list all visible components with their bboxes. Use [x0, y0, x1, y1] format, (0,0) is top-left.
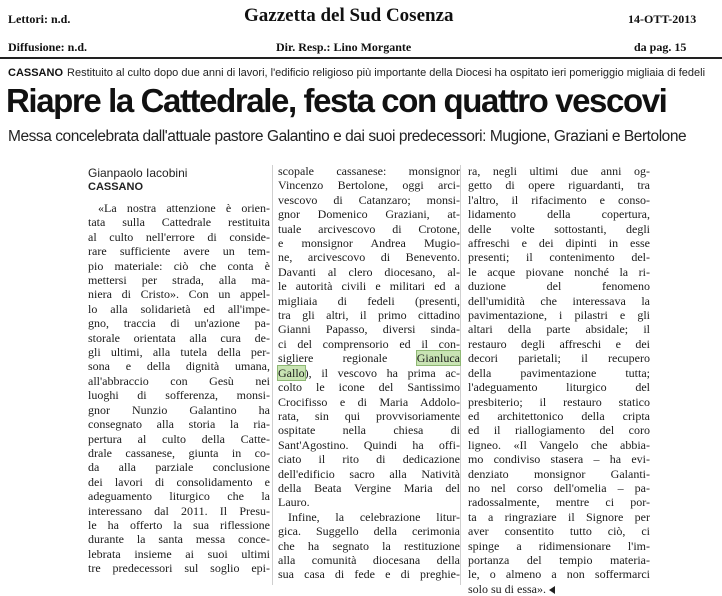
article-line: dei lavori di consolidamento e — [88, 474, 270, 489]
article-line: duzione del fenomeno — [468, 279, 650, 294]
article-line: pavimentazione, i pilastri e gli — [468, 308, 650, 323]
article-line: pertura al culto della Catte- — [88, 431, 270, 446]
article-line: l'adeguamento liturgico del — [468, 380, 650, 395]
article-line: ligneo. «Il Vangelo che abbia- — [468, 437, 650, 452]
article-line: getto di opere riguardanti, tra — [468, 178, 650, 193]
article-column-1 — [88, 201, 270, 576]
article-line: migliaia di fedeli (presenti, — [278, 293, 460, 308]
article-line: dell'umidità che interessava la — [468, 293, 650, 308]
article-line: presenti; il contenimento del- — [468, 250, 650, 265]
author-name: Gianpaolo Iacobini — [88, 166, 188, 180]
headline: Riapre la Cattedrale, festa con quattro vescovi — [6, 82, 667, 119]
article-line: rare sufficiente avere un tem- — [88, 244, 270, 259]
article-line: da alla parziale conclusione — [88, 460, 270, 475]
article-line: dell'edificio sacro alla Natività — [278, 466, 460, 481]
article-line: le ha offerto la sua riflessione — [88, 517, 270, 532]
article-kicker — [8, 67, 705, 79]
header-divider — [0, 57, 722, 59]
article-line: gli ultimi, alla tutela della per- — [88, 345, 270, 360]
byline-location: CASSANO — [88, 181, 144, 193]
readers-label: Lettori: n.d. — [8, 12, 71, 26]
article-line: sigliere regionale Gianluca — [278, 351, 460, 366]
article-line: Davanti al clero diocesano, al- — [278, 264, 460, 279]
article-line: solo su di essa». — [468, 582, 650, 596]
article-line: ne, arcivescovo di Benevento. — [278, 250, 460, 265]
article-line: mo condiviso stasera – ha evi- — [468, 452, 650, 467]
publication-title: Gazzetta del Sud Cosenza — [244, 5, 454, 26]
article-line: presbiterio; il restauro statico — [468, 394, 650, 409]
article-line: alla comunità diocesana della — [278, 552, 460, 567]
column-rule-1 — [272, 165, 273, 585]
article-line: lidamento della copertura, — [468, 207, 650, 222]
article-line: portanza del tempio materia- — [468, 552, 650, 567]
article-line: Infine, la celebrazione litur- — [288, 509, 460, 524]
article-line: storale orientata alla cura de- — [88, 330, 270, 345]
article-line: ospitate nella chiesa di — [278, 423, 460, 438]
highlighted-name: Gianluca — [416, 351, 460, 366]
article-line: tra gli altri, il primo cittadino — [278, 308, 460, 323]
article-line: al culto nell'errore di conside- — [88, 229, 270, 244]
article-line: rata, sin qui provvisoriamente — [278, 408, 460, 423]
article-line: che ha segnato la restituzione — [278, 538, 460, 553]
article-line: ciato il rito di dedicazione — [278, 452, 460, 467]
article-line: le autorità civili e militari ed a — [278, 279, 460, 294]
kicker-place: CASSANO — [8, 67, 64, 79]
article-line: Gianni Papasso, diversi sinda- — [278, 322, 460, 337]
byline — [88, 166, 187, 194]
article-line: luoghi di sofferenza, monsi- — [88, 388, 270, 403]
article-line: aver consentito tutto ciò, ci — [468, 524, 650, 539]
article-line: lebrata insieme ai suoi ultimi — [88, 546, 270, 561]
article-line: ci del comprensorio ed il con- — [278, 336, 460, 351]
article-line: drale cassanese, giunta in co- — [88, 445, 270, 460]
article-line: all'abbraccio con Gesù nei — [88, 373, 270, 388]
article-line: lo alla solidarietà ed all'impe- — [88, 301, 270, 316]
article-line: ra, negli ultimi due anni og- — [468, 164, 650, 178]
article-line: affreschi e dei dipinti in esse — [468, 236, 650, 251]
article-line: colto le icone del Santissimo — [278, 380, 460, 395]
subtitle: Messa concelebrata dall'attuale pastore Galantino e dai suoi predecessori: Mugione, Graziani e Bertolone — [8, 128, 687, 145]
column-rule-2 — [460, 165, 461, 585]
article-line: niera di Cristo». Con un appel- — [88, 287, 270, 302]
article-line: gica. Suggello della cerimonia — [278, 524, 460, 539]
director-label: Dir. Resp.: Lino Morgante — [276, 40, 412, 54]
article-line: della Beata Vergine Maria del — [278, 480, 460, 495]
article-line: sona e della dignità umana, — [88, 359, 270, 374]
article-line: denziato monsignor Galanti- — [468, 466, 650, 481]
article-line: Crocifisso e di Maria Addolo- — [278, 394, 460, 409]
highlighted-name: Gallo — [278, 365, 305, 380]
article-line: interessano dal 2011. Il Presu- — [88, 503, 270, 518]
page-reference: da pag. 15 — [634, 40, 687, 54]
article-line: gnor Domenico Graziani, at- — [278, 207, 460, 222]
article-line: ta a ringraziare il Signore per — [468, 509, 650, 524]
article-line: tata sulla Cattedrale restituita — [88, 215, 270, 230]
article-line: e monsignor Andrea Mugio- — [278, 236, 460, 251]
article-line: gno, traccia di un'azione pa- — [88, 316, 270, 331]
clipping-date: 14-OTT-2013 — [628, 12, 697, 26]
article-line: durante la santa messa conce- — [88, 532, 270, 547]
article-line: decori parietali; il recupero — [468, 351, 650, 366]
article-line: tuale arcivescovo di Crotone, — [278, 221, 460, 236]
article-line: le acque piovane nonché la ri- — [468, 264, 650, 279]
article-line: consegnato alla storia la ria- — [88, 417, 270, 432]
article-column-3 — [468, 164, 650, 596]
article-line: delle volte sottostanti, degli — [468, 221, 650, 236]
kicker-text: Restituito al culto dopo due anni di lavori, l'edificio religioso più importante della Diocesi ha ospitato ieri pomeriggio migliaia di fedeli — [67, 67, 706, 79]
article-line: vescovo di Catanzaro; monsi- — [278, 192, 460, 207]
article-line: l'altro, il rifacimento e conso- — [468, 192, 650, 207]
article-line: altari della parte absidale; il — [468, 322, 650, 337]
article-line: le, o almeno a non soffermarci — [468, 567, 650, 582]
article-line: tre predecessori sul soglio epi- — [88, 561, 270, 576]
article-line: «La nostra attenzione è orien- — [98, 201, 270, 215]
article-column-2 — [278, 164, 460, 582]
article-line: ed architettonico della cripta — [468, 408, 650, 423]
article-line: Sant'Agostino. Quindi ha offi- — [278, 437, 460, 452]
article-line: gnor Nunzio Galantino ha — [88, 402, 270, 417]
article-line: adeguamento liturgico che la — [88, 489, 270, 504]
article-line: sua casa di fede e di preghie- — [278, 567, 460, 582]
article-line: radossalmente, mentre ci por- — [468, 495, 650, 510]
article-line: spinge a ridimensionare l'im- — [468, 538, 650, 553]
article-line: ed il riallogiamento del coro — [468, 423, 650, 438]
end-of-article-icon — [549, 586, 555, 594]
article-line: Gallo), il vescovo ha prima ac- — [278, 365, 460, 380]
article-line: restauro degli affreschi e dei — [468, 336, 650, 351]
article-line: pio materiale: ciò che conta è — [88, 258, 270, 273]
article-line: Vincenzo Bertolone, oggi arci- — [278, 178, 460, 193]
circulation-label: Diffusione: n.d. — [8, 40, 88, 54]
article-line: Lauro. — [278, 495, 310, 510]
article-line: della pavimentazione tutta; — [468, 365, 650, 380]
article-line: scopale cassanese: monsignor — [278, 164, 460, 178]
article-line: no nel corso dell'omelia – pa- — [468, 480, 650, 495]
article-line: mettersi per strada, alla ma- — [88, 273, 270, 288]
